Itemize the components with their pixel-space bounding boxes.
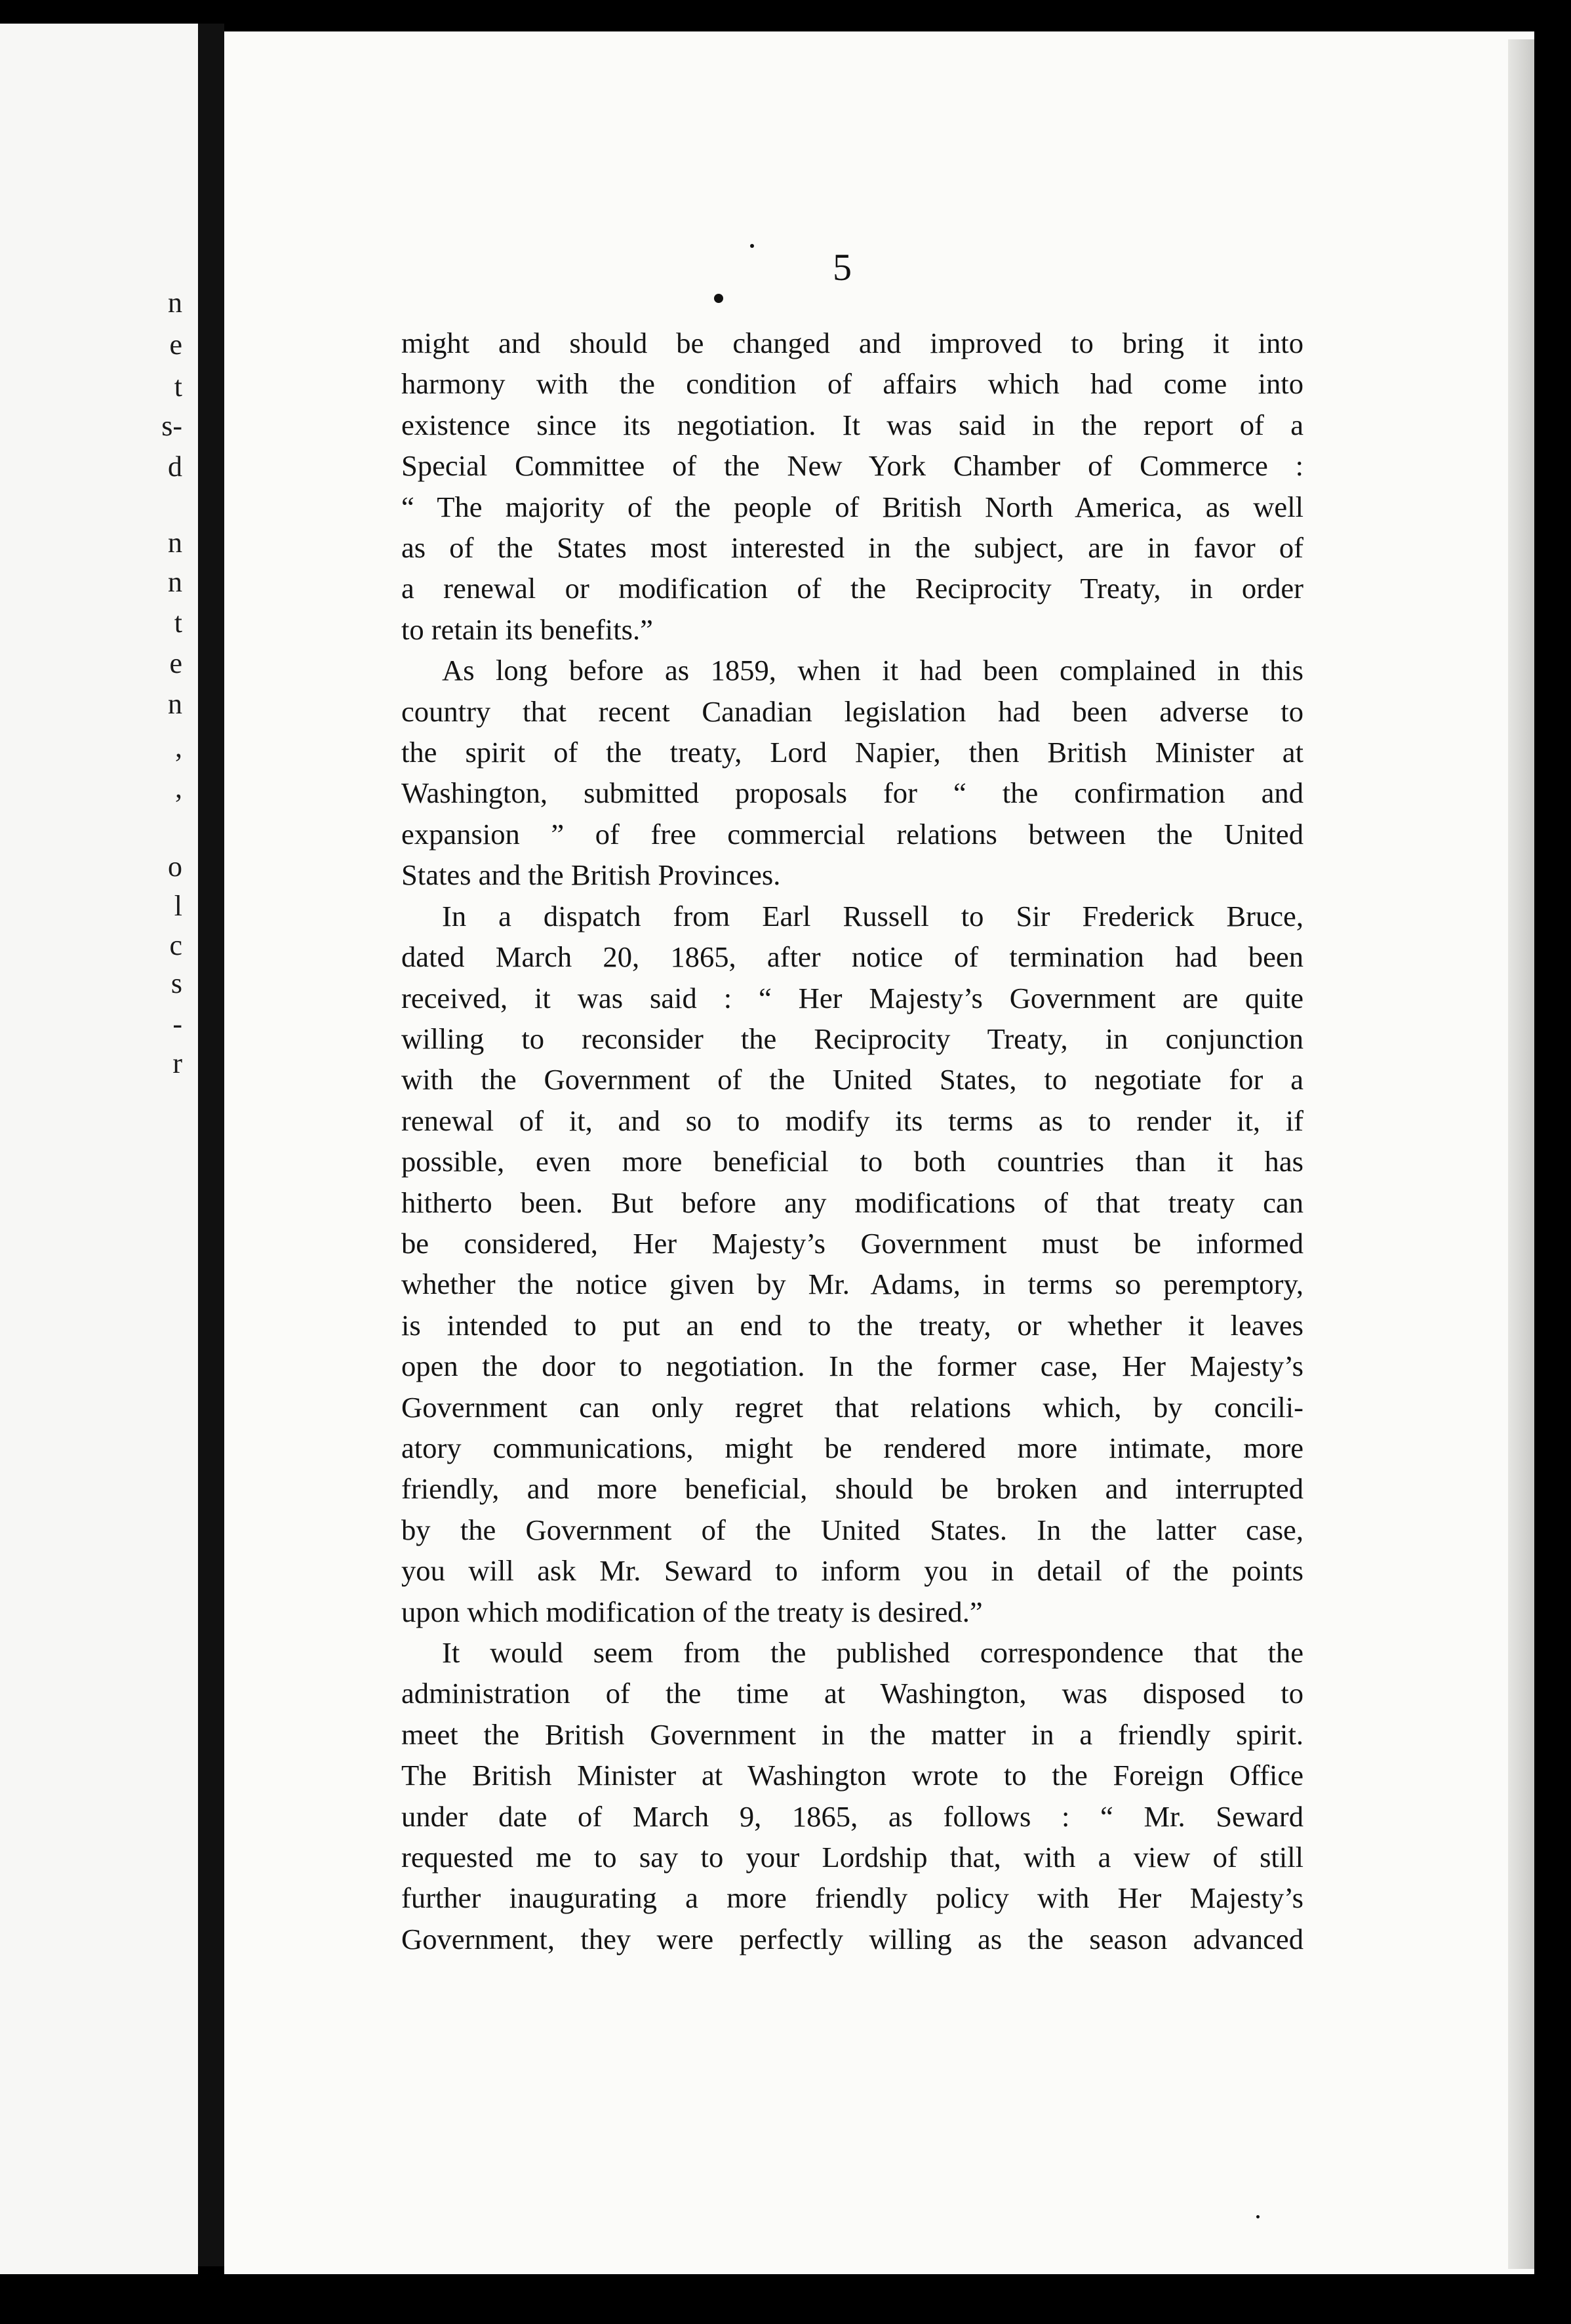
facing-page-letter: n — [168, 688, 182, 720]
text-line: meet the British Government in the matter in a friendly spirit. — [401, 1717, 1303, 1751]
text-line: with the Government of the United States, to negotiate for a — [401, 1063, 1303, 1096]
facing-page-letter: , — [175, 731, 182, 763]
text-line: “ The majority of the people of British North America, as well — [401, 490, 1303, 523]
text-line: Government, they were perfectly willing as the season advanced — [401, 1922, 1303, 1955]
facing-page-letter: e — [169, 329, 182, 361]
text-line: States and the British Provinces. — [401, 858, 781, 892]
text-line: harmony with the condition of affairs which had come into — [401, 367, 1303, 401]
book-gutter — [198, 24, 224, 2266]
text-line: requested me to say to your Lordship that, with a view of still — [401, 1841, 1303, 1874]
paragraph — [401, 323, 1303, 650]
text-line: renewal of it, and so to modify its terms as to render it, if — [401, 1104, 1303, 1137]
facing-page-letter: r — [172, 1047, 182, 1079]
text-line: might and should be changed and improved to bring it into — [401, 327, 1303, 359]
facing-page-letter: s- — [161, 410, 182, 442]
ink-speck — [714, 294, 723, 303]
text-line: existence since its negotiation. It was said in the report of a — [401, 408, 1303, 441]
facing-page-letter: d — [168, 451, 182, 483]
facing-page-letter: n — [168, 527, 182, 559]
text-line: you will ask Mr. Seward to inform you in detail of the points — [401, 1554, 1303, 1588]
text-line: Government can only regret that relations which, by concili- — [401, 1390, 1303, 1424]
facing-page-letter: t — [174, 607, 182, 639]
text-line: Special Committee of the New York Chamber of Commerce : — [401, 449, 1303, 483]
facing-page-letter: , — [175, 772, 182, 804]
text-line: atory communications, might be rendered more intimate, more — [401, 1431, 1303, 1464]
facing-page-letter: c — [169, 929, 182, 961]
page-edge-shadow — [1508, 39, 1534, 2269]
ink-speck — [1256, 2215, 1260, 2218]
facing-page-letter: n — [168, 566, 182, 598]
page-number: 5 — [833, 246, 852, 289]
facing-page-letter: l — [174, 890, 182, 922]
text-line: whether the notice given by Mr. Adams, in terms so peremptory, — [401, 1268, 1303, 1301]
text-line: Washington, submitted proposals for “ the confirmation and — [401, 776, 1303, 810]
text-line: the spirit of the treaty, Lord Napier, then British Minister at — [401, 736, 1303, 769]
facing-page-letter: s — [170, 967, 182, 999]
facing-page-letter: - — [172, 1008, 182, 1040]
text-line: further inaugurating a more friendly policy with Her Majesty’s — [401, 1881, 1303, 1915]
text-line: In a dispatch from Earl Russell to Sir Frederick Bruce, — [442, 899, 1303, 932]
scan-right-border — [1534, 0, 1571, 2324]
text-line: is intended to put an end to the treaty, or whether it leaves — [401, 1308, 1303, 1342]
text-line: expansion ” of free commercial relations between the United — [401, 817, 1303, 851]
facing-page-letter: e — [169, 647, 182, 679]
text-line: friendly, and more beneficial, should be broken and interrupted — [401, 1472, 1303, 1506]
body-text — [401, 323, 1303, 1959]
text-line: willing to reconsider the Reciprocity Treaty, in conjunction — [401, 1022, 1303, 1055]
facing-page-letter: n — [168, 287, 182, 319]
text-line: to retain its benefits.” — [401, 612, 653, 646]
ink-speck — [750, 244, 754, 248]
facing-page-letter: o — [168, 851, 182, 883]
text-line: a renewal or modification of the Reciprocity Treaty, in order — [401, 572, 1303, 605]
paragraph — [401, 1632, 1303, 1959]
text-line: hitherto been. But before any modifications of that treaty can — [401, 1186, 1303, 1219]
paragraph — [401, 650, 1303, 895]
text-line: be considered, Her Majesty’s Government must be informed — [401, 1226, 1303, 1260]
text-line: as of the States most interested in the subject, are in favor of — [401, 531, 1303, 565]
scan-bottom-border — [0, 2274, 1571, 2324]
text-line: It would seem from the published correspondence that the — [442, 1636, 1303, 1669]
text-line: country that recent Canadian legislation had been adverse to — [401, 694, 1303, 728]
text-line: under date of March 9, 1865, as follows : “ Mr. Seward — [401, 1799, 1303, 1833]
facing-page-edge — [0, 24, 198, 2274]
scan-top-border — [0, 0, 1571, 31]
paragraph — [401, 896, 1303, 1632]
text-line: received, it was said : “ Her Majesty’s Government are quite — [401, 981, 1303, 1014]
text-line: open the door to negotiation. In the former case, Her Majesty’s — [401, 1350, 1303, 1383]
text-line: upon which modification of the treaty is desired.” — [401, 1595, 983, 1628]
text-line: possible, even more beneficial to both countries than it has — [401, 1145, 1303, 1178]
text-line: The British Minister at Washington wrote to the Foreign Office — [401, 1759, 1303, 1792]
text-line: dated March 20, 1865, after notice of termination had been — [401, 940, 1303, 974]
text-line: by the Government of the United States. In the latter case, — [401, 1513, 1303, 1546]
facing-page-letter: t — [174, 371, 182, 403]
text-line: As long before as 1859, when it had been complained in this — [442, 654, 1303, 687]
text-line: administration of the time at Washington, was disposed to — [401, 1677, 1303, 1710]
